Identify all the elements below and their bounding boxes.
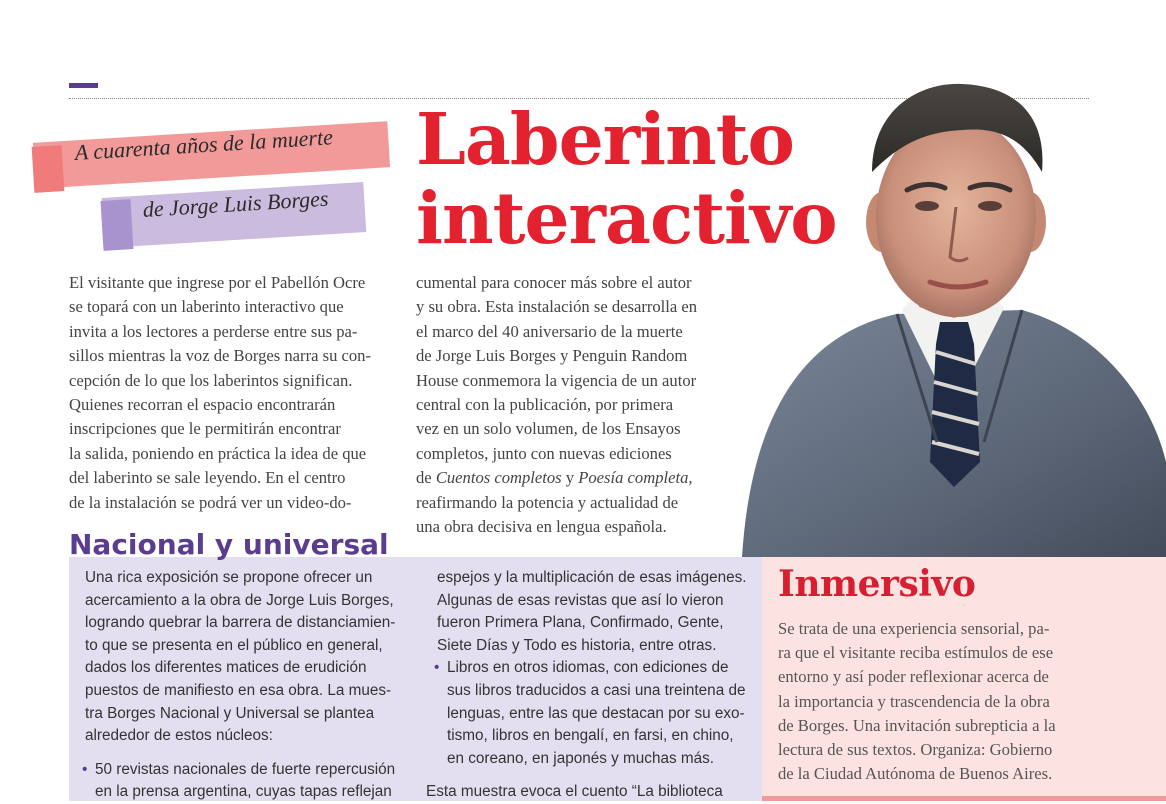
nacional-line: Siete Días y Todo es historia, entre otras. bbox=[437, 636, 717, 654]
bullet-line: tismo, libros en bengalí, en farsi, en chino, bbox=[447, 727, 734, 745]
nacional-closing-line: Esta muestra evoca el cuento “La biblioteca bbox=[426, 783, 723, 800]
bullet-item-revistas bbox=[82, 759, 406, 804]
nacional-line: Algunas de esas revistas que así lo vieron bbox=[437, 591, 724, 609]
body-line: el marco del 40 aniversario de la muerte bbox=[416, 321, 683, 341]
inmersivo-title: Inmersivo bbox=[778, 563, 976, 605]
bullet-dot-icon: • bbox=[434, 659, 440, 677]
body-line: central con la publicación, por primera bbox=[416, 395, 674, 415]
body-line: se topará con un laberinto interactivo que bbox=[69, 297, 344, 317]
body-line: de la instalación se podrá ver un video-do- bbox=[69, 492, 352, 512]
nacional-line: to que se presenta en el público en general, bbox=[85, 636, 383, 654]
inmersivo-line: de Borges. Una invitación subrepticia a la bbox=[778, 715, 1056, 735]
inmersivo-line: de la Ciudad Autónoma de Buenos Aires. bbox=[778, 764, 1053, 784]
body-column-1 bbox=[69, 271, 396, 515]
book-title-poesia: Poesía completa, bbox=[578, 468, 693, 488]
bullet-line: sus libros traducidos a casi una treintena de bbox=[447, 681, 746, 699]
top-accent-bar bbox=[69, 83, 98, 88]
body-line: la salida, poniendo en práctica la idea de que bbox=[69, 443, 367, 463]
headline-line-2: interactivo bbox=[416, 176, 837, 260]
nacional-line: Una rica exposición se propone ofrecer un bbox=[85, 569, 373, 586]
inmersivo-line: la importancia y trascendencia de la obra bbox=[778, 691, 1050, 711]
inmersivo-line: entorno y así poder reflexionar acerca de bbox=[778, 667, 1049, 687]
body-line: cepción de lo que los laberintos significan. bbox=[69, 370, 353, 390]
body-line: invita a los lectores a perderse entre sus pa- bbox=[69, 321, 358, 341]
nacional-column-2 bbox=[434, 567, 748, 770]
body-line: El visitante que ingrese por el Pabellón Ocre bbox=[69, 273, 366, 292]
text-y: y bbox=[561, 468, 579, 488]
inmersivo-line: lectura de sus textos. Organiza: Gobierno bbox=[778, 740, 1053, 760]
body-line: y su obra. Esta instalación se desarrolla en bbox=[416, 297, 698, 317]
inmersivo-body bbox=[778, 617, 1090, 786]
kicker-tab-pink bbox=[32, 145, 65, 193]
nacional-column-1 bbox=[82, 567, 406, 804]
nacional-line: puestos de manifiesto en esa obra. La mues- bbox=[85, 681, 392, 699]
bullet-item-libros bbox=[434, 657, 748, 770]
inmersivo-bottom-rule bbox=[762, 796, 1166, 801]
kicker-line-2: de Jorge Luis Borges bbox=[142, 185, 330, 222]
nacional-line: logrando quebrar la barrera de distanciamien- bbox=[85, 614, 396, 632]
bullet-line: en la prensa argentina, cuyas tapas reflejan bbox=[95, 783, 392, 801]
body-column-2 bbox=[416, 271, 742, 539]
body-line-titles bbox=[416, 466, 742, 490]
body-line: inscripciones que le permitirán encontrar bbox=[69, 419, 341, 439]
body-line: una obra decisiva en lengua española. bbox=[416, 517, 667, 537]
nacional-section-title: Nacional y universal bbox=[69, 528, 389, 561]
body-line: cumental para conocer más sobre el autor bbox=[416, 273, 692, 292]
bullet-line: lenguas, entre las que destacan por su exo- bbox=[447, 704, 745, 722]
inmersivo-line: Se trata de una experiencia sensorial, pa- bbox=[778, 619, 1050, 638]
bullet-line: 50 revistas nacionales de fuerte repercusión bbox=[95, 760, 396, 778]
nacional-line: tra Borges Nacional y Universal se plantea bbox=[85, 704, 375, 722]
body-line: de Jorge Luis Borges y Penguin Random bbox=[416, 346, 688, 366]
nacional-line: acercamiento a la obra de Jorge Luis Borges, bbox=[85, 591, 394, 609]
book-title-cuentos: Cuentos completos bbox=[435, 468, 562, 488]
bullet-line: en coreano, en japonés y muchas más. bbox=[447, 749, 715, 767]
kicker-tab-lilac bbox=[101, 199, 134, 251]
inmersivo-line: ra que el visitante reciba estímulos de ese bbox=[778, 643, 1054, 663]
headline-line-1: Laberinto bbox=[416, 97, 794, 181]
borges-portrait bbox=[722, 82, 1166, 557]
nacional-line: fueron Primera Plana, Confirmado, Gente, bbox=[437, 614, 724, 632]
body-line: House conmemora la vigencia de un autor bbox=[416, 370, 697, 390]
body-line: Quienes recorran el espacio encontrarán bbox=[69, 395, 336, 415]
body-line: completos, junto con nuevas ediciones bbox=[416, 443, 672, 463]
kicker-line-1: A cuarenta años de la muerte bbox=[74, 124, 334, 165]
nacional-line: alrededor de estos núcleos: bbox=[85, 727, 273, 745]
nacional-line: dados los diferentes matices de erudición bbox=[85, 659, 367, 677]
body-line: del laberinto se sale leyendo. En el centro bbox=[69, 468, 346, 488]
body-line: sillos mientras la voz de Borges narra su con- bbox=[69, 346, 371, 366]
body-line: vez en un solo volumen, de los Ensayos bbox=[416, 419, 681, 439]
bullet-dot-icon: • bbox=[82, 760, 88, 778]
nacional-line: espejos y la multiplicación de esas imágenes. bbox=[437, 569, 747, 586]
body-line: reafirmando la potencia y actualidad de bbox=[416, 492, 679, 512]
bullet-line: Libros en otros idiomas, con ediciones de bbox=[447, 659, 729, 677]
text-de: de bbox=[416, 468, 436, 488]
